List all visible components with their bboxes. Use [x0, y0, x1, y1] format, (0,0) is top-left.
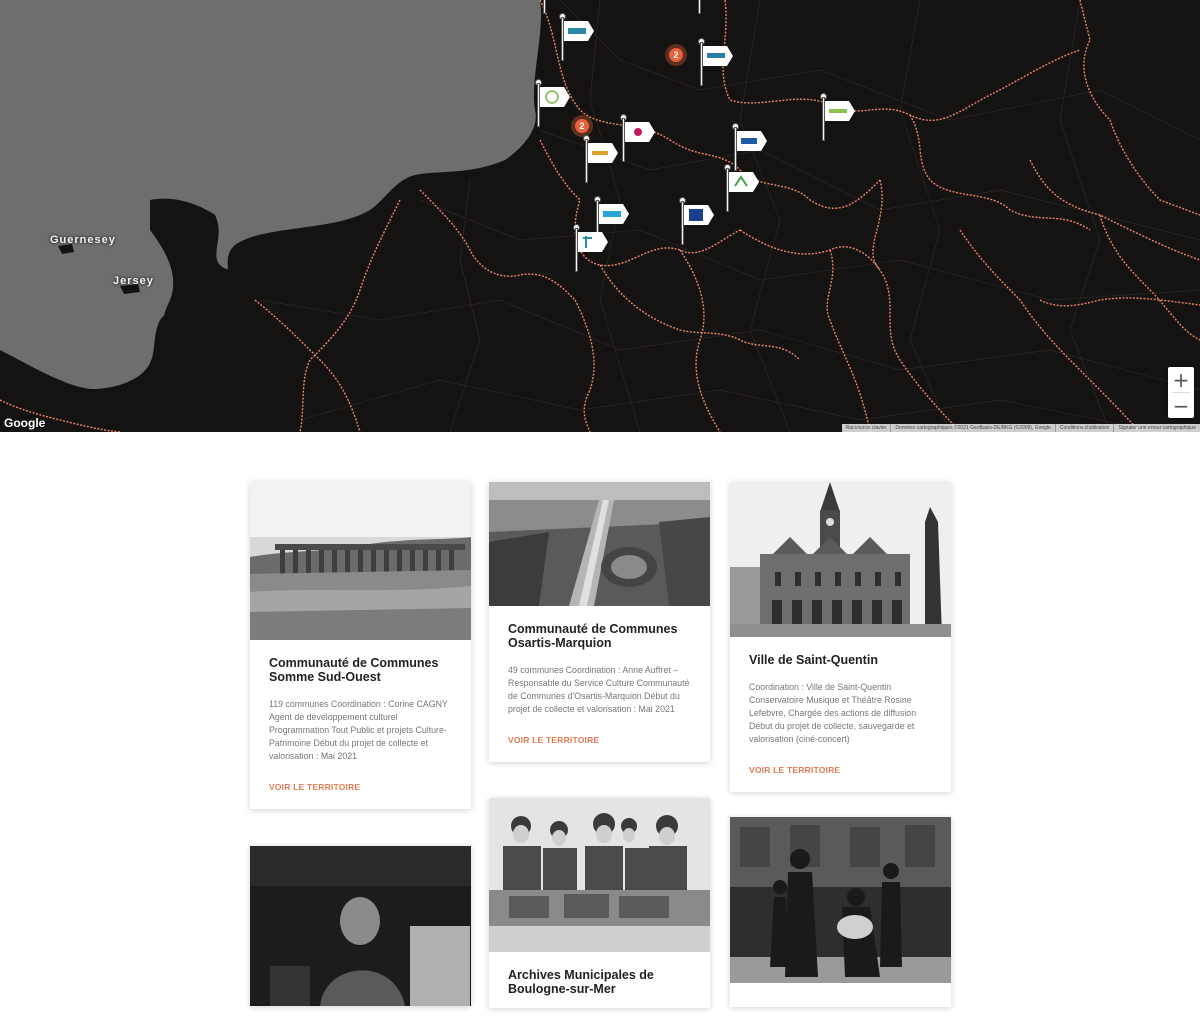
keyboard-shortcuts-link[interactable]: Raccourcis clavier	[845, 425, 887, 431]
marker-cluster[interactable]	[665, 44, 687, 66]
territory-card[interactable]	[730, 817, 951, 1007]
map-data-credit: Données cartographiques ©2021 GeoBasis-DE/BKG (©2009), Google	[890, 424, 1055, 432]
view-territory-link[interactable]: VOIR LE TERRITOIRE	[749, 765, 841, 775]
place-label-jersey: Jersey	[113, 275, 154, 287]
cluster-count: 2	[575, 119, 589, 133]
terms-link[interactable]: Conditions d'utilisation	[1055, 424, 1114, 432]
place-label-guernesey: Guernesey	[50, 234, 116, 246]
zoom-control	[1168, 367, 1194, 418]
territory-card[interactable]	[489, 482, 710, 762]
marker-cluster[interactable]	[571, 115, 593, 137]
view-territory-link[interactable]: VOIR LE TERRITOIRE	[269, 782, 361, 792]
cluster-count: 2	[669, 48, 683, 62]
territory-card[interactable]	[730, 482, 951, 792]
card-title: Ville de Saint-Quentin	[749, 653, 878, 667]
card-description: 119 communes Coordination : Corine CAGNY Agent de développement culturel Programmation Tout Public et projets Culture-Patrimoine Début du projet de collecte et valorisation : Mai 2021	[269, 699, 448, 761]
territory-card[interactable]	[250, 846, 471, 1006]
view-territory-link[interactable]: VOIR LE TERRITOIRE	[508, 735, 600, 745]
card-title: Communauté de Communes Osartis-Marquion	[508, 622, 678, 650]
card-title: Archives Municipales de Boulogne-sur-Mer	[508, 968, 654, 996]
card-description: 49 communes Coordination : Anne Auffret – Responsable du Service Culture Communauté de Communes d'Osartis-Marquion Début du projet de collecte et valorisation : Mai 2021	[508, 665, 690, 714]
zoom-in-button[interactable]: +	[1172, 367, 1190, 392]
card-photo-viaduct[interactable]	[250, 482, 471, 640]
card-photo-town-hall[interactable]	[730, 482, 951, 637]
card-title: Communauté de Communes Somme Sud-Ouest	[269, 656, 439, 684]
google-logo: Google	[4, 416, 46, 430]
territory-map[interactable]	[0, 0, 1200, 432]
zoom-out-button[interactable]: −	[1172, 393, 1190, 418]
map-attribution	[842, 424, 1200, 432]
territory-card[interactable]	[489, 798, 710, 1008]
card-photo-office-worker[interactable]	[250, 846, 471, 1006]
card-description: Coordination : Ville de Saint-Quentin Conservatoire Musique et Théâtre Rosine Lefebvre, Chargée des actions de diffusion Début du projet de collecte, sauvegarde et valorisation (ciné-concert)	[749, 682, 917, 744]
card-photo-workers-table[interactable]	[489, 798, 710, 952]
card-photo-street-crowd[interactable]	[730, 817, 951, 983]
territory-card[interactable]	[250, 482, 471, 809]
card-photo-canal-aerial[interactable]	[489, 482, 710, 606]
report-error-link[interactable]: Signaler une erreur cartographique	[1113, 424, 1200, 432]
